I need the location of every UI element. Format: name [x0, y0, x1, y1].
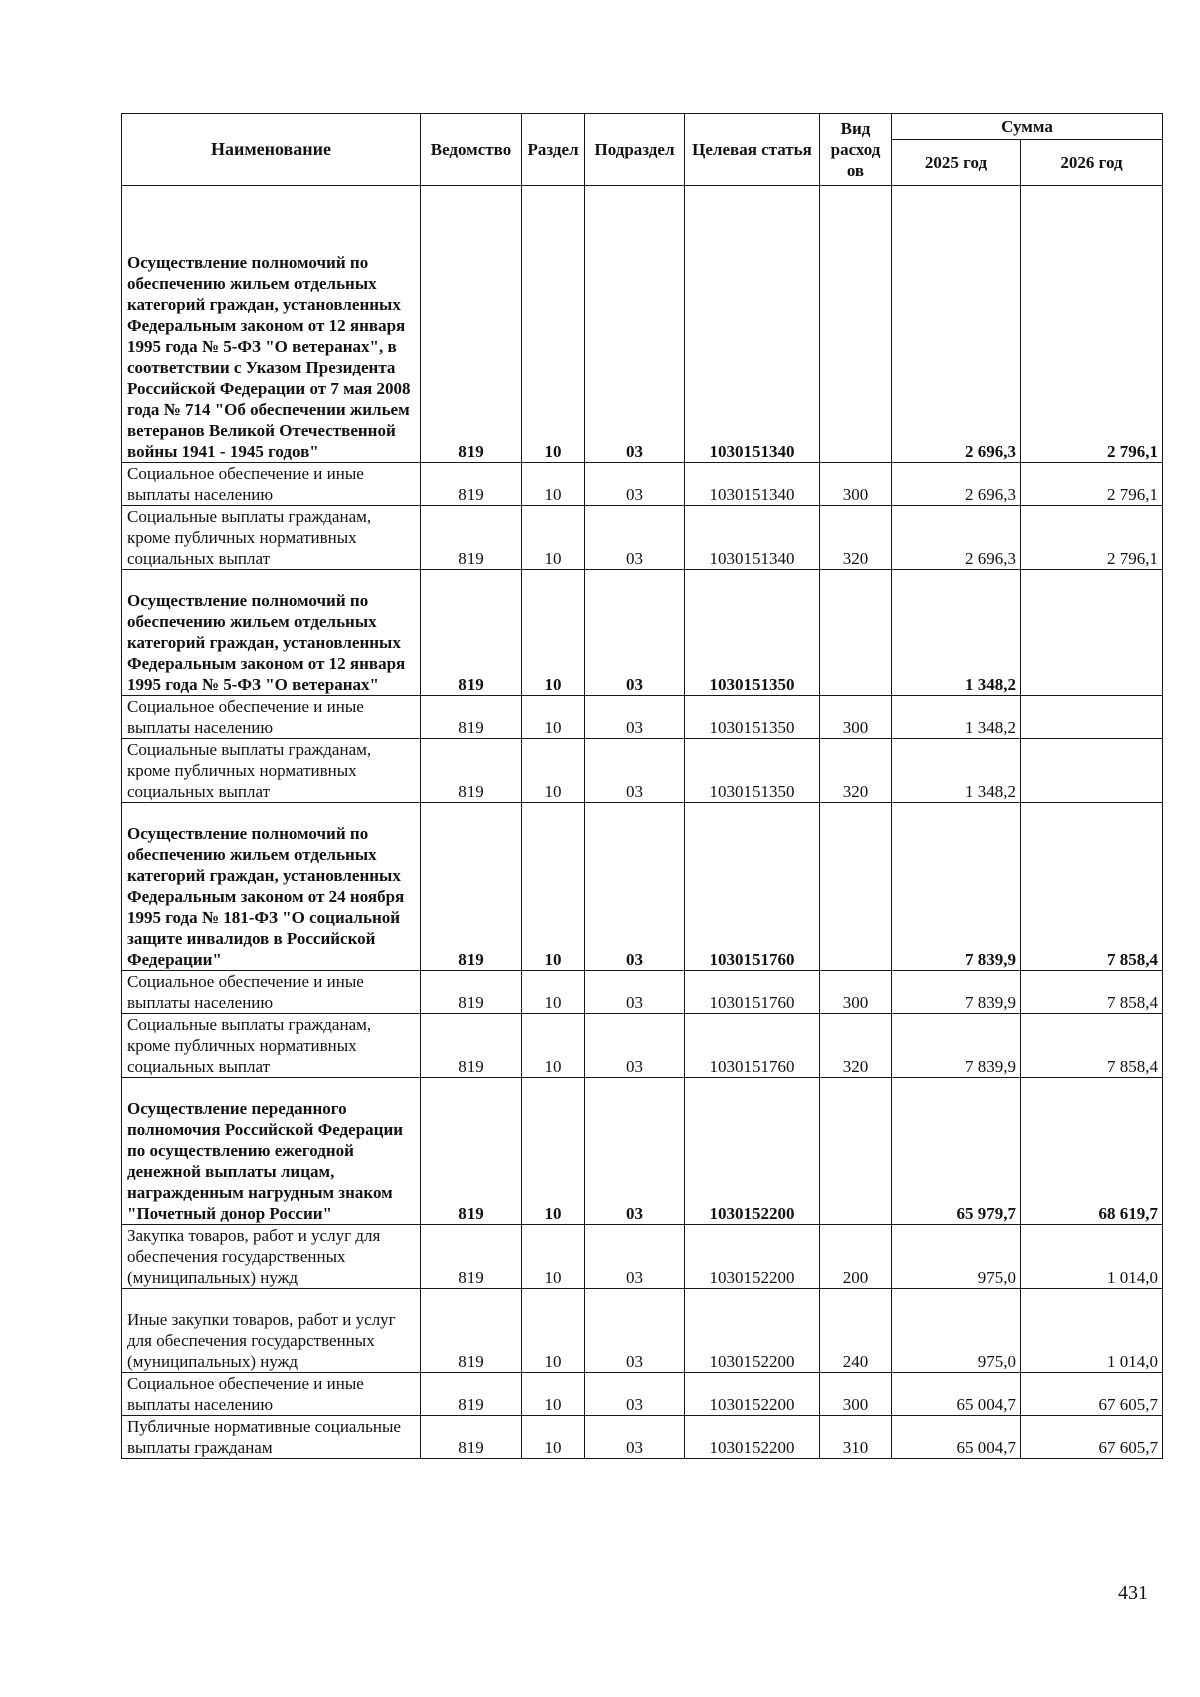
cell-section: 10 [522, 570, 585, 696]
table-row [122, 1225, 1163, 1289]
header-target-article: Целевая статья [685, 114, 820, 186]
cell-sum-2026: 2 796,1 [1021, 463, 1163, 506]
cell-expense-type: 320 [820, 506, 892, 570]
cell-expense-type: 320 [820, 1014, 892, 1078]
cell-sum-2026: 67 605,7 [1021, 1373, 1163, 1416]
cell-sum-2025: 2 696,3 [892, 186, 1021, 463]
cell-subsection: 03 [585, 463, 685, 506]
cell-sum-2026 [1021, 570, 1163, 696]
header-name: Наименование [122, 114, 421, 186]
cell-expense-type [820, 186, 892, 463]
cell-sum-2025: 7 839,9 [892, 803, 1021, 971]
cell-name: Закупка товаров, работ и услуг для обеспечения государственных (муниципальных) нужд [122, 1225, 421, 1289]
budget-table-sheet [121, 113, 1162, 1459]
cell-target-article: 1030152200 [685, 1078, 820, 1225]
header-expense-type: Вид расход ов [820, 114, 892, 186]
cell-expense-type: 300 [820, 463, 892, 506]
cell-name: Социальные выплаты гражданам, кроме публичных нормативных социальных выплат [122, 506, 421, 570]
cell-subsection: 03 [585, 803, 685, 971]
cell-name: Осуществление полномочий по обеспечению жильем отдельных категорий граждан, установленных Федеральным законом от 24 ноября 1995 года № 181-ФЗ "О социальной защите инвалидов в Российской Федерации" [122, 803, 421, 971]
cell-department: 819 [421, 696, 522, 739]
cell-department: 819 [421, 1289, 522, 1373]
cell-subsection: 03 [585, 1373, 685, 1416]
cell-target-article: 1030151760 [685, 971, 820, 1014]
table-row [122, 1014, 1163, 1078]
cell-expense-type: 240 [820, 1289, 892, 1373]
table-row [122, 1416, 1163, 1459]
cell-name: Осуществление переданного полномочия Российской Федерации по осуществлению ежегодной денежной выплаты лицам, награжденным нагрудным знаком "Почетный донор России" [122, 1078, 421, 1225]
header-year-2025: 2025 год [892, 140, 1021, 186]
cell-expense-type: 320 [820, 739, 892, 803]
cell-target-article: 1030151760 [685, 803, 820, 971]
cell-target-article: 1030151350 [685, 739, 820, 803]
cell-name: Социальное обеспечение и иные выплаты населению [122, 1373, 421, 1416]
cell-department: 819 [421, 1373, 522, 1416]
cell-sum-2025: 1 348,2 [892, 696, 1021, 739]
cell-target-article: 1030151340 [685, 186, 820, 463]
cell-section: 10 [522, 1373, 585, 1416]
cell-expense-type: 310 [820, 1416, 892, 1459]
cell-sum-2025: 2 696,3 [892, 463, 1021, 506]
cell-target-article: 1030152200 [685, 1373, 820, 1416]
cell-name: Социальное обеспечение и иные выплаты населению [122, 971, 421, 1014]
cell-sum-2025: 2 696,3 [892, 506, 1021, 570]
cell-subsection: 03 [585, 506, 685, 570]
cell-department: 819 [421, 186, 522, 463]
cell-expense-type: 200 [820, 1225, 892, 1289]
cell-name: Осуществление полномочий по обеспечению жильем отдельных категорий граждан, установленных Федеральным законом от 12 января 1995 года № 5-ФЗ "О ветеранах" [122, 570, 421, 696]
cell-section: 10 [522, 1225, 585, 1289]
cell-name: Социальное обеспечение и иные выплаты населению [122, 696, 421, 739]
cell-sum-2025: 65 004,7 [892, 1416, 1021, 1459]
cell-sum-2026: 1 014,0 [1021, 1225, 1163, 1289]
table-row [122, 803, 1163, 971]
table-row [122, 570, 1163, 696]
cell-target-article: 1030151350 [685, 570, 820, 696]
cell-section: 10 [522, 1416, 585, 1459]
page-number: 431 [1118, 1582, 1148, 1604]
cell-target-article: 1030151340 [685, 506, 820, 570]
cell-department: 819 [421, 1014, 522, 1078]
cell-section: 10 [522, 506, 585, 570]
cell-sum-2026: 7 858,4 [1021, 803, 1163, 971]
cell-sum-2026 [1021, 696, 1163, 739]
cell-department: 819 [421, 570, 522, 696]
cell-department: 819 [421, 506, 522, 570]
cell-section: 10 [522, 1289, 585, 1373]
cell-sum-2025: 1 348,2 [892, 570, 1021, 696]
cell-target-article: 1030151350 [685, 696, 820, 739]
table-row [122, 186, 1163, 463]
cell-name: Социальное обеспечение и иные выплаты населению [122, 463, 421, 506]
table-row [122, 1289, 1163, 1373]
cell-sum-2026 [1021, 739, 1163, 803]
cell-expense-type: 300 [820, 696, 892, 739]
cell-department: 819 [421, 1078, 522, 1225]
table-row [122, 463, 1163, 506]
cell-target-article: 1030152200 [685, 1225, 820, 1289]
header-year-2026: 2026 год [1021, 140, 1163, 186]
cell-department: 819 [421, 803, 522, 971]
cell-subsection: 03 [585, 186, 685, 463]
cell-subsection: 03 [585, 739, 685, 803]
cell-name: Социальные выплаты гражданам, кроме публичных нормативных социальных выплат [122, 1014, 421, 1078]
header-subsection: Подраздел [585, 114, 685, 186]
cell-sum-2026: 2 796,1 [1021, 186, 1163, 463]
header-sum: Сумма [892, 114, 1163, 140]
budget-table [121, 113, 1163, 1459]
cell-sum-2025: 975,0 [892, 1225, 1021, 1289]
cell-subsection: 03 [585, 696, 685, 739]
cell-section: 10 [522, 463, 585, 506]
cell-target-article: 1030152200 [685, 1289, 820, 1373]
cell-expense-type: 300 [820, 971, 892, 1014]
cell-sum-2025: 65 979,7 [892, 1078, 1021, 1225]
cell-expense-type [820, 803, 892, 971]
cell-section: 10 [522, 739, 585, 803]
cell-sum-2026: 2 796,1 [1021, 506, 1163, 570]
table-row [122, 739, 1163, 803]
cell-sum-2025: 1 348,2 [892, 739, 1021, 803]
cell-section: 10 [522, 696, 585, 739]
cell-expense-type: 300 [820, 1373, 892, 1416]
cell-department: 819 [421, 463, 522, 506]
cell-subsection: 03 [585, 971, 685, 1014]
table-row [122, 1373, 1163, 1416]
cell-department: 819 [421, 971, 522, 1014]
cell-expense-type [820, 1078, 892, 1225]
cell-name: Осуществление полномочий по обеспечению жильем отдельных категорий граждан, установленных Федеральным законом от 12 января 1995 года № 5-ФЗ "О ветеранах", в соответствии с Указом Президента Российской Федерации от 7 мая 2008 года № 714 "Об обеспечении жильем ветеранов Великой Отечественной войны 1941 - 1945 годов" [122, 186, 421, 463]
cell-section: 10 [522, 1078, 585, 1225]
cell-section: 10 [522, 1014, 585, 1078]
cell-department: 819 [421, 739, 522, 803]
cell-department: 819 [421, 1416, 522, 1459]
cell-sum-2025: 7 839,9 [892, 971, 1021, 1014]
table-row [122, 696, 1163, 739]
cell-subsection: 03 [585, 1014, 685, 1078]
cell-name: Публичные нормативные социальные выплаты гражданам [122, 1416, 421, 1459]
table-row [122, 971, 1163, 1014]
table-body [122, 186, 1163, 1459]
cell-subsection: 03 [585, 570, 685, 696]
cell-name: Иные закупки товаров, работ и услуг для обеспечения государственных (муниципальных) нужд [122, 1289, 421, 1373]
cell-subsection: 03 [585, 1289, 685, 1373]
cell-target-article: 1030151760 [685, 1014, 820, 1078]
cell-sum-2026: 7 858,4 [1021, 1014, 1163, 1078]
cell-sum-2025: 975,0 [892, 1289, 1021, 1373]
header-section: Раздел [522, 114, 585, 186]
cell-target-article: 1030152200 [685, 1416, 820, 1459]
cell-sum-2025: 65 004,7 [892, 1373, 1021, 1416]
cell-target-article: 1030151340 [685, 463, 820, 506]
table-row [122, 506, 1163, 570]
table-row [122, 1078, 1163, 1225]
cell-department: 819 [421, 1225, 522, 1289]
cell-sum-2026: 1 014,0 [1021, 1289, 1163, 1373]
cell-sum-2026: 7 858,4 [1021, 971, 1163, 1014]
cell-section: 10 [522, 186, 585, 463]
cell-name: Социальные выплаты гражданам, кроме публичных нормативных социальных выплат [122, 739, 421, 803]
cell-sum-2026: 67 605,7 [1021, 1416, 1163, 1459]
cell-section: 10 [522, 803, 585, 971]
cell-subsection: 03 [585, 1225, 685, 1289]
cell-expense-type [820, 570, 892, 696]
cell-sum-2026: 68 619,7 [1021, 1078, 1163, 1225]
cell-subsection: 03 [585, 1416, 685, 1459]
cell-sum-2025: 7 839,9 [892, 1014, 1021, 1078]
cell-subsection: 03 [585, 1078, 685, 1225]
header-department: Ведомство [421, 114, 522, 186]
cell-section: 10 [522, 971, 585, 1014]
